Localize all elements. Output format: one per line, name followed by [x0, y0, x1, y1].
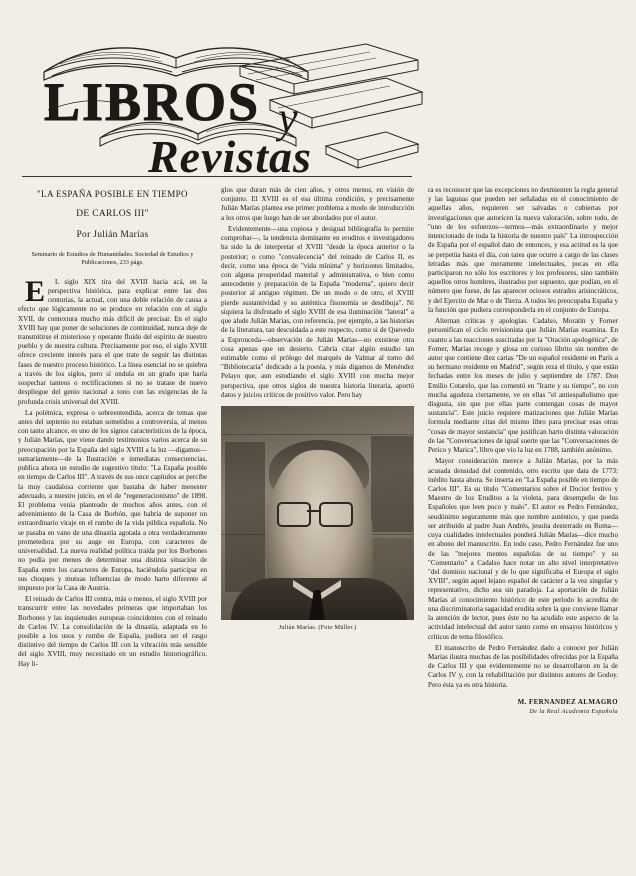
article-title-line2: DE CARLOS III"	[76, 209, 149, 220]
paragraph-text: L siglo XIX tira del XVIII hacia acá, en la perspectiva histórica, para explicar entre las dos centurias, la actual, con una doble relación de causa a efecto que lógicamente no se produce en relación con el siglo XVII, de contextura mucho más difícil de precisar. En el siglo XVIII hay que poner de soluciones de continuidad, nunca deje de transmitirse el misterioso y operante fluido del espíritu de nuestro pueblo y de nuestra cultura. Precisamente por eso, el siglo XVIII ofrece creciente interés para el que trate de seguir las distintas fases de nuestro proceso histórico. La línea esencial no se quiebra a través de los siglos, pero sí ondula en un grado que haría sospechar tanteos o rectificaciones si no se tratase de nuevo despliegue del genio nacional a tono con las exigencias de la profunda crisis universal del XVIII.	[18, 277, 208, 406]
svg-text:Revistas: Revistas	[148, 131, 312, 182]
author-signature	[428, 698, 618, 716]
masthead	[26, 14, 430, 188]
signature-affiliation: De la Real Academia Española	[529, 707, 618, 715]
photo-caption: Julián Marías. (Foto Müller.)	[278, 624, 357, 632]
article-columns	[18, 186, 618, 866]
signature-name: M. FERNANDEZ ALMAGRO	[517, 697, 618, 706]
column-3	[428, 186, 618, 866]
article-title	[18, 186, 207, 242]
masthead-revistas	[148, 126, 430, 188]
masthead-rule	[22, 176, 412, 177]
paragraph: El manuscrito de Pedro Fernández dado a conocer por Julián Marías ilustra muchas de las posibilidades ofrecidas por la España de Carlos III y que evidentemente no se desarrollaron en la de Carlos IV y, con la rehabilitación por distintos autores de Godoy. Pero ésta ya es otra historia.	[428, 643, 618, 689]
paragraph: Evidentemente—una copiosa y desigual bibliografía lo permite comprobar—, la tendencia dominante en eruditos e investigadores ha sido la de interpretar el XVIII "desde la época anterior o la posterior; o como "convalecencia" del reinado de Carlos II, es decir, como una época de "vida mínima" y horizontes limitados, con alguna prosperidad material y administrativa, o bien como antecedente y preparación de la España "moderna", quiero decir posterior al antiguo régimen. De un modo o de otro, el XVIII pierde sustantividad y su auténtica fisonomía se desdibuja". Ni siquiera la disfrutado el siglo XVIII de esa iluminación "lateral" a que alude Julián Marías, con referencia, por ejemplo, a las historias de la literatura, tan descuidada a este respecto, como si de Quevedo a Espronceda—observación de Julián Marías—no existiese otra cosa apenas que un desierto. Cabría citar algún estudio tan estimable como el prólogo del marqués de Valmar al tomo del "Bibliotecaria" dedicado a la poesía, y más digamos de Menéndez Pelayo que, aun estudiando el siglo XVIII con mucha mejor perspectiva, que otros siglos de nuestra historia literaria, aportó datos y juicios críticos de positivo valor. Pero hay	[221, 224, 415, 399]
drop-cap: E	[25, 274, 46, 308]
svg-text:y: y	[278, 93, 298, 142]
column-1	[18, 186, 207, 866]
portrait-photo	[221, 406, 414, 620]
paragraph: El reinado de Carlos III centra, más o menos, el siglo XVIII por transcurrir entre las novedades primeras que importaban los Borbones y las inquietudes europeas coincidentes con el reinado de Carlos IV. La consolidación de la dinastía, adaptada en lo posible a los usos y rumbo de España, pudiera ser el rasgo distintivo del tiempo de Carlos III con la vibración más sensible del siglo XVIII, muy necesitado en un estudio historiográfico. Hay li-	[18, 595, 208, 668]
paragraph: ra es reconocer que las excepciones no desmienten la regla general y las lagunas que pueden ser señaladas en el conocimiento de aquellas años, requieren ser salvadas o cubiertas por investigaciones que autoricen la nueva valoración, sobre todo, de "uno de los esfuerzos—termos—más extraordinario y mejor intencionado de toda la historia de nuestro país" La introspección de España por el español dato de entonces, y esa actitud es la que se perpetúa hasta el día, con tares que ocurre a cargo de las clases letradas más que meramente intelectuales, pocas en ella participaron no sólo los escritores y los profesores, sino también aquellos otros hombres, ilustrados por supuesto, que podían, en el número que fuese, de las aparecer ociosos estrados aristocráticos, y del Ejercito de Mar o de Tierra. A todos les preocupaba España y la función que pudiera corresponderla en el conjunto de Europa.	[428, 186, 618, 314]
column-2	[221, 186, 414, 866]
svg-text:LIBROS: LIBROS	[44, 72, 261, 132]
masthead-libros	[44, 72, 304, 134]
article-byline: Por Julián Marías	[76, 230, 149, 241]
paragraph: La polémica, expresa o sobreentendida, acerca de temas que antes del septenio no estaban sometidos a controversia, al menos con tanto alcance, es uno de los signos característicos de la época, y Julián Marías, que viene dando testimonios varios acerca de su preocupación por la España del siglo XVIII a la luz —digamos— sumariamente—de la Ilustración e inmediatas consecuencias, publica ahora un estudio de sugestivo título: "La España posible en tiempo de Carlos III". A través de sus once capítulos se percibe la muy caudalosa corriente que bastaba de haber menester adecuado, a nuestro juicio, en el de "regeneracionismo" de 1898. El problema venía planteado de muchos años antes, con el advenimiento de la Casa de Borbón, que habría de suponer un extraordinario viraje en el rumbo de la vida pública española. No se pasaba en vano de una dinastía agotada a otra verdaderamente prometedora por su auge en Europa, con caracteres de universalidad. La nueva realidad política traída por los Borbones no podía por menos de determinar una distinta situación de España entre los caracteres de Europa, haciéndola participar en sus choques y mutuas influencias de modo harto diferente al impuesto por la Casa de Austria.	[18, 408, 208, 592]
paragraph	[18, 274, 208, 407]
paragraph: Alternan críticas y apologías. Cadalso, Moratín y Forner personifican el ciclo revisionista que Julián Marías examina. En cuanto a las reacciones suscitadas por la "Oración apologética", de Forner, Marías recoge y glosa un curioso librito sin nombre de autor que contiene diez cartas "De un español residente en París a su hermano residente en Madrid", según reza el título, y que están fechadas entre los meses de julio y septiembre de 1787. Don Emilio Cotarelo, que las comentó en "Irarte y su tiempo", no con mucha agudeza ciertamente, ve en ellas "el antiespañolismo que disgusta, sin que por ellas parte contengan cosas de mayor sustancia". Este juicio requiere matizaciones que Julián Marías formula mediante citas del mismo libro para precisar esas otras "cosas de mayor sustancia" que justifican harto distinta valoración de las "Conversaciones de igual suerte que las "Conversaciones de Perico y Marica", libro que vio la luz en 1788, también anónimo.	[428, 317, 618, 455]
article-title-line1: "LA ESPAÑA POSIBLE EN TIEMPO	[37, 189, 188, 199]
article-credit: Seminario de Estudios de Humanidades. Sociedad de Estudios y Publicaciones, 233 págs.	[31, 250, 194, 267]
paragraph: Mayor consideración merece a Julián Marías, por la más acusada densidad del contenido, otro escrito que data de 1773: inédito hasta ahora. Se inserta en "La España posible en tiempo de Carlos III". Es su título "Comentarios sobre el Docior festivo y Maestro de los Eruditos a la violeta, para desempeño de los Españoles que leen poco y malo". El autor es Pedro Fernández, seudónimo seguramente más que nombre auténtico, y que pueda ser atribuido al padre Juan Andrés, jesuita desterrado en Roma—cuya cualidades intelectuales ponderá Julián Marías—dice mucho en abono del manuscrito. En todo caso, Pedro Fernández fue uno de las "mejores mentes españolas de su tiempo" y su "Comentario" a Cadalso hace notar un alto nivel interpretativo "del dominio nacional y de lo que significaba el Europa el siglo XVIII", según aquel lejano español de carácter a la vez singular y representativo, dicho sea sin paradoja. La aportación de Julián Marías al conocimiento histórico de este período lo acredita de una discriminatoria sagacidad erudita sobre la que conviene llamar la atención de lector, pues éste no ha acudido este aspecto de la actividad intelectual del autor tanto como en ensayos históricos y críticos de tema filosófico.	[428, 457, 618, 641]
paragraph: glos que duran más de cien años, y otros menos, en visión de conjunto. El XVIII es el esa última condición, y precisamente Julián Marías plantea ese primer problema a modo de introducción a los otros que luego han de ser abordados por el autor.	[221, 186, 415, 222]
photo-figure	[221, 406, 414, 632]
